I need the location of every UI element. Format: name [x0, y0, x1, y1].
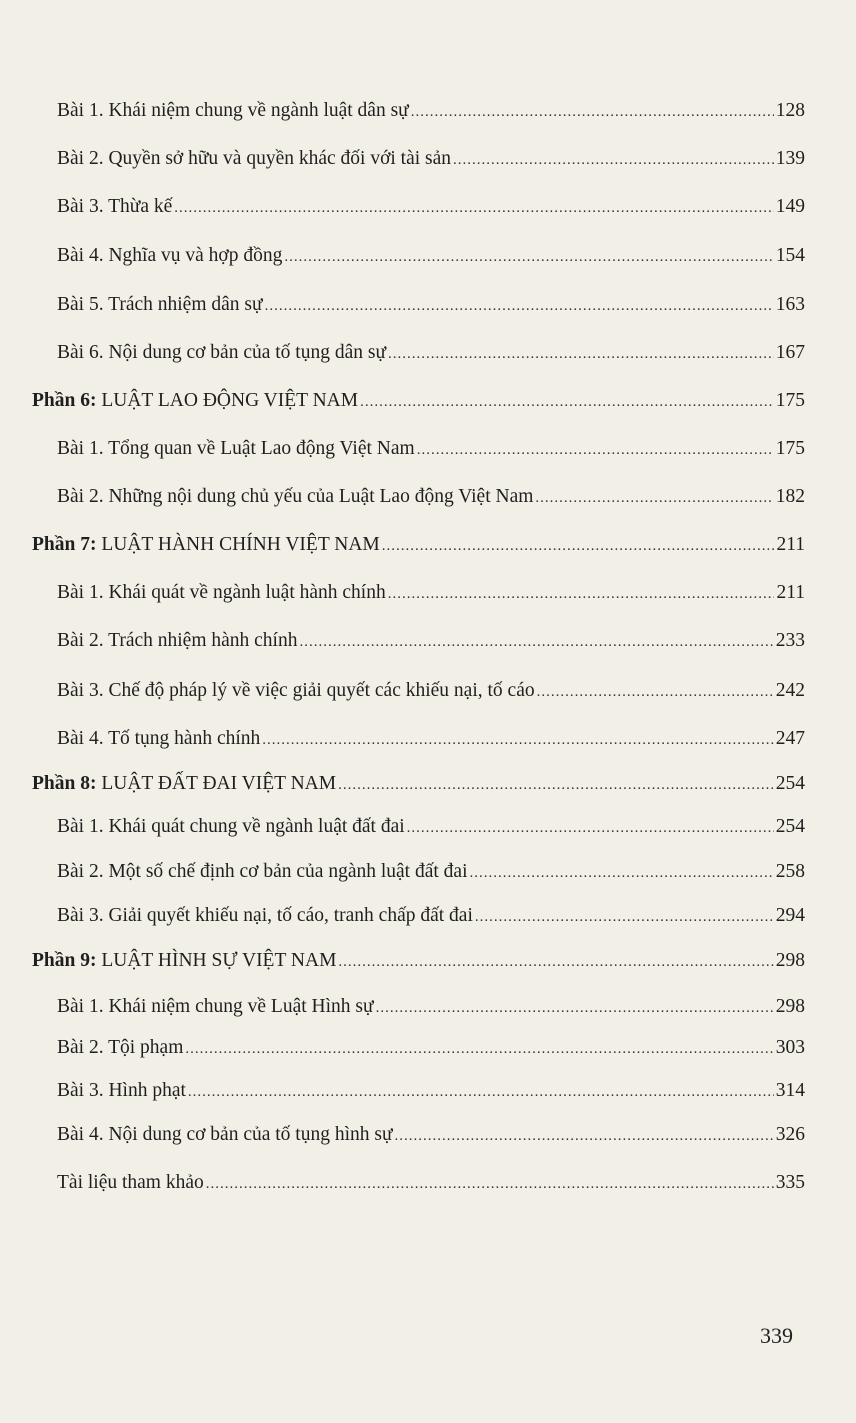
- toc-leader-dots: [407, 820, 774, 837]
- toc-entry-title: Bài 1. Khái quát về ngành luật hành chính: [57, 582, 386, 603]
- toc-part-number: Phần 7:: [32, 534, 97, 555]
- toc-page-number: 128: [775, 100, 805, 121]
- toc-leader-dots: [411, 104, 774, 121]
- toc-leader-dots: [338, 777, 774, 794]
- toc-part-entry: [32, 390, 805, 412]
- toc-leader-dots: [475, 909, 774, 926]
- toc-leader-dots: [206, 1176, 774, 1193]
- toc-leader-dots: [284, 249, 773, 266]
- toc-page-number: 211: [776, 534, 805, 555]
- toc-leader-dots: [453, 152, 774, 169]
- toc-leader-dots: [537, 684, 774, 701]
- toc-entry-title: Bài 1. Tổng quan về Luật Lao động Việt Nam: [57, 438, 415, 459]
- toc-entry: [57, 630, 805, 652]
- toc-page-number: 233: [775, 630, 805, 651]
- toc-entry: [57, 1037, 805, 1059]
- page-number: 339: [760, 1323, 793, 1348]
- toc-entry-title: Bài 3. Hình phạt: [57, 1080, 186, 1101]
- toc-leader-dots: [188, 1084, 774, 1101]
- toc-entry-title: Bài 1. Khái quát chung về ngành luật đất đai: [57, 816, 405, 837]
- toc-page-number: 163: [775, 294, 805, 315]
- toc-page-number: 254: [775, 816, 805, 837]
- toc-part-title: LUẬT LAO ĐỘNG VIỆT NAM: [101, 390, 359, 411]
- toc-leader-dots: [174, 200, 773, 217]
- toc-entry-title: Bài 4. Tố tụng hành chính: [57, 728, 261, 749]
- toc-leader-dots: [262, 732, 773, 749]
- toc-part-number: Phần 9:: [32, 950, 97, 971]
- toc-entry: [57, 148, 805, 170]
- toc-entry: [57, 680, 805, 702]
- toc-page-number: 303: [775, 1037, 805, 1058]
- toc-entry: [57, 245, 805, 267]
- toc-leader-dots: [265, 298, 774, 315]
- toc-page-number: 298: [775, 950, 805, 971]
- toc-entry-title: Bài 3. Thừa kế: [57, 196, 173, 217]
- toc-page-number: 211: [776, 582, 805, 603]
- toc-entry-title: Bài 2. Trách nhiệm hành chính: [57, 630, 298, 651]
- toc-part-entry: [32, 773, 805, 795]
- toc-page-number: 298: [775, 996, 805, 1017]
- toc-leader-dots: [376, 1000, 774, 1017]
- toc-page-number: 258: [775, 861, 805, 882]
- toc-entry: [57, 196, 805, 218]
- toc-entry-title: Bài 4. Nội dung cơ bản của tố tụng hình sự: [57, 1124, 393, 1145]
- toc-entry-title: Bài 1. Khái niệm chung về ngành luật dân sự: [57, 100, 409, 121]
- toc-leader-dots: [470, 865, 774, 882]
- toc-entry-title: Bài 4. Nghĩa vụ và hợp đồng: [57, 245, 283, 266]
- toc-entry: [57, 905, 805, 927]
- toc-leader-dots: [360, 394, 774, 411]
- toc-entry-title: Tài liệu tham khảo: [57, 1172, 204, 1193]
- toc-leader-dots: [388, 586, 775, 603]
- toc-page-number: 326: [775, 1124, 805, 1145]
- toc-leader-dots: [388, 346, 774, 363]
- toc-leader-dots: [395, 1128, 774, 1145]
- toc-entry-title: Bài 2. Tội phạm: [57, 1037, 184, 1058]
- toc-part-number: Phần 8:: [32, 773, 97, 794]
- toc-page-number: 314: [775, 1080, 805, 1101]
- toc-entry: [57, 996, 805, 1018]
- toc-leader-dots: [338, 954, 773, 971]
- toc-leader-dots: [417, 442, 774, 459]
- toc-entry-title: [32, 390, 358, 412]
- toc-entry: [57, 1124, 805, 1146]
- toc-entry: [57, 100, 805, 122]
- toc-entry-title: Bài 5. Trách nhiệm dân sự: [57, 294, 263, 315]
- toc-entry: [57, 438, 805, 460]
- toc-entry: [57, 1172, 805, 1194]
- toc-entry-title: Bài 6. Nội dung cơ bản của tố tụng dân sự: [57, 342, 387, 363]
- toc-page-number: 167: [775, 342, 805, 363]
- toc-page-number: 294: [775, 905, 805, 926]
- toc-leader-dots: [535, 490, 773, 507]
- toc-page-number: 254: [775, 773, 805, 794]
- toc-part-entry: [32, 950, 805, 972]
- toc-entry: [57, 486, 805, 508]
- toc-entry-title: [32, 773, 336, 795]
- toc-part-number: Phần 6:: [32, 390, 97, 411]
- toc-page-number: 242: [775, 680, 805, 701]
- toc-entry-title: Bài 3. Giải quyết khiếu nại, tố cáo, tranh chấp đất đai: [57, 905, 473, 926]
- toc-entry: [57, 861, 805, 883]
- toc-entry: [57, 816, 805, 838]
- toc-entry: [57, 728, 805, 750]
- toc-part-title: LUẬT ĐẤT ĐAI VIỆT NAM: [101, 773, 337, 794]
- toc-page-number: 182: [775, 486, 805, 507]
- toc-page-number: 175: [775, 438, 805, 459]
- toc-entry-title: Bài 2. Một số chế định cơ bản của ngành luật đất đai: [57, 861, 468, 882]
- toc-entry-title: Bài 2. Quyền sở hữu và quyền khác đối với tài sản: [57, 148, 452, 169]
- toc-leader-dots: [185, 1041, 773, 1058]
- toc-page-number: 247: [775, 728, 805, 749]
- toc-entry: [57, 582, 805, 604]
- toc-entry: [57, 294, 805, 316]
- toc-entry: [57, 1080, 805, 1102]
- toc-entry: [57, 342, 805, 364]
- toc-leader-dots: [299, 634, 773, 651]
- toc-entry-title: Bài 1. Khái niệm chung về Luật Hình sự: [57, 996, 374, 1017]
- toc-page-number: 139: [775, 148, 805, 169]
- toc-page-number: 335: [775, 1172, 805, 1193]
- toc-part-title: LUẬT HÀNH CHÍNH VIỆT NAM: [101, 534, 380, 555]
- toc-page-number: 149: [775, 196, 805, 217]
- toc-part-title: LUẬT HÌNH SỰ VIỆT NAM: [101, 950, 337, 971]
- toc-page-number: 154: [775, 245, 805, 266]
- toc-entry-title: Bài 2. Những nội dung chủ yếu của Luật Lao động Việt Nam: [57, 486, 534, 507]
- toc-part-entry: [32, 534, 805, 556]
- toc-entry-title: Bài 3. Chế độ pháp lý về việc giải quyết các khiếu nại, tố cáo: [57, 680, 535, 701]
- toc-entry-title: [32, 534, 380, 556]
- toc-page-number: 175: [775, 390, 805, 411]
- toc-leader-dots: [382, 538, 775, 555]
- toc-entry-title: [32, 950, 336, 972]
